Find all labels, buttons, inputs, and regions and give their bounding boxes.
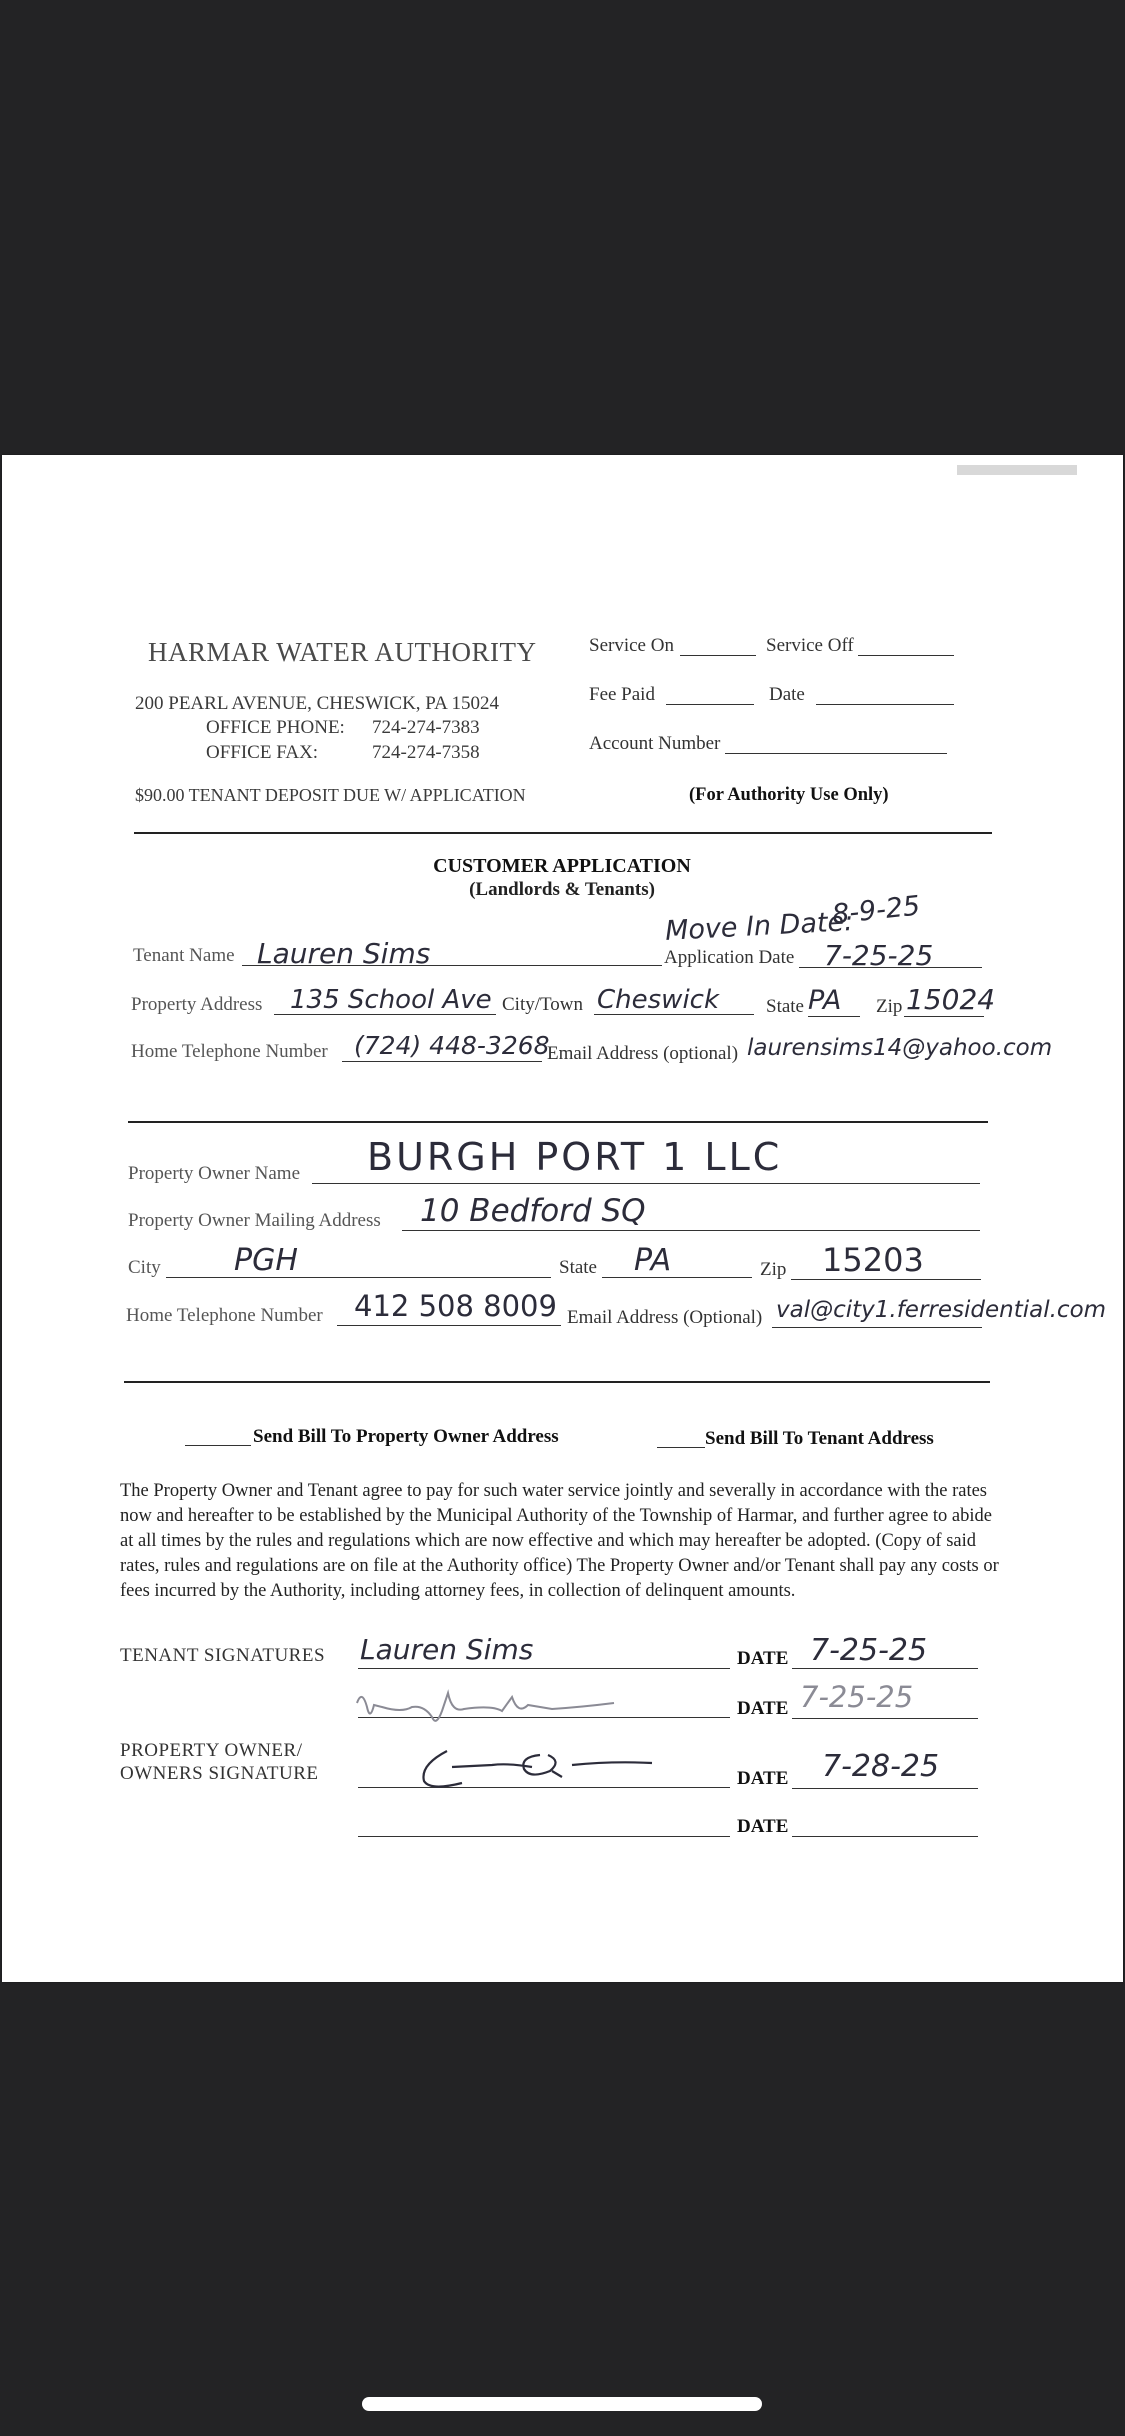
owner-phone-label: Home Telephone Number bbox=[126, 1305, 323, 1326]
header-divider bbox=[134, 832, 992, 834]
extra-date-label: DATE bbox=[737, 1816, 789, 1837]
tenant-zip-value: 15024 bbox=[906, 983, 996, 1016]
service-on-line bbox=[680, 655, 756, 656]
tenant-state-line bbox=[808, 1016, 860, 1017]
tenant-signature-2 bbox=[352, 1683, 632, 1729]
fee-paid-line bbox=[666, 704, 754, 705]
tenant-signatures-label: TENANT SIGNATURES bbox=[120, 1645, 326, 1666]
owner-state-value: PA bbox=[634, 1243, 672, 1278]
owner-mailing-label: Property Owner Mailing Address bbox=[128, 1210, 381, 1231]
owner-date-line bbox=[792, 1788, 978, 1789]
tenant-divider bbox=[128, 1121, 988, 1123]
owner-city-label: City bbox=[128, 1257, 161, 1278]
form-title: CUSTOMER APPLICATION bbox=[433, 855, 691, 877]
tenant-date-2: 7-25-25 bbox=[800, 1680, 914, 1714]
owner-signature-label-1: PROPERTY OWNER/ bbox=[120, 1740, 303, 1761]
tenant-phone-value: (724) 448-3268 bbox=[354, 1031, 550, 1060]
scanned-document bbox=[2, 455, 1123, 1982]
bill-owner-checkline[interactable] bbox=[185, 1445, 251, 1446]
owner-email-label: Email Address (Optional) bbox=[567, 1307, 763, 1328]
owner-zip-value: 15203 bbox=[822, 1241, 924, 1279]
bill-tenant-checkline[interactable] bbox=[657, 1447, 705, 1448]
tenant-date-1-line bbox=[792, 1668, 978, 1669]
move-in-value: 8-9-25 bbox=[830, 890, 922, 931]
owner-phone-line bbox=[337, 1325, 561, 1326]
property-address-label: Property Address bbox=[131, 994, 263, 1015]
tenant-phone-line bbox=[342, 1061, 542, 1062]
owner-state-line bbox=[602, 1277, 752, 1278]
owner-mailing-value: 10 Bedford SQ bbox=[420, 1193, 646, 1229]
service-off-line bbox=[858, 655, 954, 656]
tenant-state-label: State bbox=[766, 996, 804, 1017]
tenant-phone-label: Home Telephone Number bbox=[131, 1041, 328, 1062]
tenant-email-value: laurensims14@yahoo.com bbox=[747, 1035, 1053, 1061]
home-indicator[interactable] bbox=[362, 2397, 762, 2411]
tenant-date-1: 7-25-25 bbox=[810, 1633, 928, 1668]
bill-tenant-option: Send Bill To Tenant Address bbox=[705, 1428, 934, 1449]
owner-date: 7-28-25 bbox=[822, 1749, 940, 1784]
move-in-label: Move In Date: bbox=[664, 906, 854, 947]
tenant-state-value: PA bbox=[808, 985, 842, 1016]
owner-signature bbox=[412, 1745, 662, 1793]
application-date-label: Application Date bbox=[664, 947, 795, 968]
owner-mailing-line bbox=[402, 1230, 980, 1231]
authority-use-note: (For Authority Use Only) bbox=[689, 785, 889, 805]
extra-date-line bbox=[792, 1836, 978, 1837]
tenant-date-2-label: DATE bbox=[737, 1698, 789, 1719]
scan-artifact bbox=[957, 465, 1077, 475]
service-off-label: Service Off bbox=[766, 635, 854, 656]
authority-address: 200 PEARL AVENUE, CHESWICK, PA 15024 bbox=[135, 693, 500, 714]
tenant-name-value: Lauren Sims bbox=[257, 937, 431, 970]
owner-state-label: State bbox=[559, 1257, 597, 1278]
owner-city-value: PGH bbox=[234, 1243, 298, 1278]
tenant-zip-label: Zip bbox=[876, 996, 903, 1017]
form-subtitle: (Landlords & Tenants) bbox=[469, 879, 655, 900]
tenant-date-2-line bbox=[792, 1718, 978, 1719]
office-date-label: Date bbox=[769, 684, 805, 705]
office-fax-label: OFFICE FAX: bbox=[206, 742, 319, 763]
owner-signature-label-2: OWNERS SIGNATURE bbox=[120, 1763, 319, 1784]
owner-name-line bbox=[312, 1183, 980, 1184]
tenant-email-label: Email Address (optional) bbox=[547, 1043, 739, 1064]
owner-zip-label: Zip bbox=[760, 1259, 787, 1280]
account-number-label: Account Number bbox=[589, 733, 721, 754]
office-date-line bbox=[816, 704, 954, 705]
tenant-date-1-label: DATE bbox=[737, 1648, 789, 1669]
office-phone: 724-274-7383 bbox=[372, 717, 480, 738]
owner-email-line bbox=[772, 1327, 982, 1328]
owner-city-line bbox=[166, 1277, 551, 1278]
extra-signature-line[interactable] bbox=[358, 1836, 730, 1837]
tenant-signature-1: Lauren Sims bbox=[360, 1633, 534, 1666]
owner-date-label: DATE bbox=[737, 1768, 789, 1789]
city-town-value: Cheswick bbox=[597, 985, 720, 1015]
owner-email-value: val@city1.ferresidential.com bbox=[776, 1297, 1107, 1323]
bill-owner-option: Send Bill To Property Owner Address bbox=[253, 1426, 559, 1447]
owner-name-value: BURGH PORT 1 LLC bbox=[367, 1135, 783, 1179]
agreement-paragraph: The Property Owner and Tenant agree to pay for such water service jointly and severally in accordance with the rates now and hereafter to be established by the Municipal Authority of the Township of Harmar, and further agree to abide at all times by the rules and regulations which are now effective and which may hereafter be adopted. (Copy of said rates, rules and regulations are on file at the Authority office) The Property Owner and/or Tenant shall pay any costs or fees incurred by the Authority, including attorney fees, in collection of delinquent amounts. bbox=[120, 1481, 999, 1601]
tenant-name-label: Tenant Name bbox=[133, 945, 235, 966]
fee-paid-label: Fee Paid bbox=[589, 684, 655, 705]
application-date-value: 7-25-25 bbox=[824, 939, 934, 972]
city-town-label: City/Town bbox=[502, 994, 584, 1015]
office-phone-label: OFFICE PHONE: bbox=[206, 717, 345, 738]
owner-divider bbox=[124, 1381, 990, 1383]
deposit-note: $90.00 TENANT DEPOSIT DUE W/ APPLICATION bbox=[135, 785, 526, 805]
owner-name-label: Property Owner Name bbox=[128, 1163, 301, 1184]
service-on-label: Service On bbox=[589, 635, 674, 656]
owner-phone-value: 412 508 8009 bbox=[354, 1289, 557, 1323]
tenant-zip-line bbox=[904, 1016, 984, 1017]
account-number-line bbox=[725, 753, 947, 754]
tenant-signature-line-1[interactable] bbox=[358, 1668, 730, 1669]
owner-zip-line bbox=[791, 1279, 981, 1280]
office-fax: 724-274-7358 bbox=[372, 742, 480, 763]
property-address-value: 135 School Ave bbox=[290, 985, 492, 1015]
authority-name: HARMAR WATER AUTHORITY bbox=[148, 637, 537, 667]
